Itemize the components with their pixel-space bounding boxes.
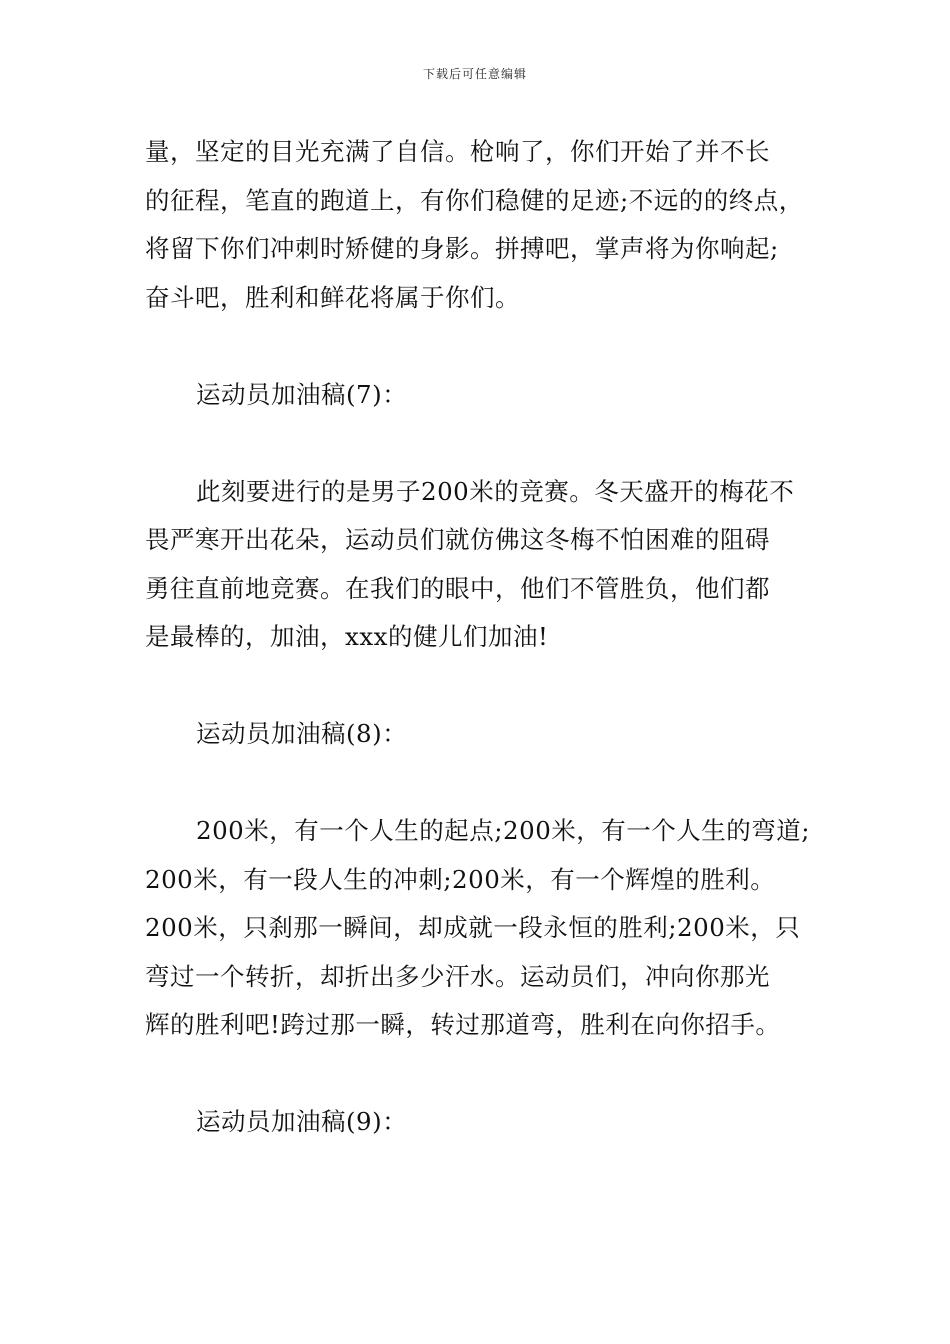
text-line: 畏严寒开出花朵，运动员们就仿佛这冬梅不怕困难的阻碍: [145, 525, 770, 554]
section-heading-8: [145, 710, 810, 759]
text-line: 200米，只刹那一瞬间，却成就一段永恒的胜利;200米，只: [145, 913, 801, 942]
text-line: 弯过一个转折，却折出多少汗水。运动员们，冲向你那光: [145, 961, 770, 991]
text-line: 奋斗吧，胜利和鲜花将属于你们。: [145, 282, 520, 312]
paragraph-gap: [145, 1050, 810, 1099]
text-line: 勇往直前地竞赛。在我们的眼中，他们不管胜负，他们都: [145, 573, 770, 603]
text-line: 辉的胜利吧!跨过那一瞬，转过那道弯，胜利在向你招手。: [145, 1010, 781, 1039]
document-body: [145, 128, 810, 1147]
paragraph-continued: [145, 128, 810, 322]
paragraph-8: [145, 807, 810, 1050]
text-line: 200米，有一段人生的冲刺;200米，有一个辉煌的胜利。: [145, 864, 776, 894]
text-line: 200米，有一个人生的起点;200米，有一个人生的弯道;: [196, 816, 811, 845]
paragraph-gap: [145, 759, 810, 808]
text-line: 将留下你们冲刺时矫健的身影。拼搏吧，掌声将为你响起;: [145, 234, 779, 263]
paragraph-7: [145, 468, 810, 662]
text-line: 此刻要进行的是男子200米的竞赛。冬天盛开的梅花不: [196, 476, 795, 506]
heading-text: 运动员加油稿(8)：: [196, 719, 408, 748]
text-line: 是最棒的，加油，xxx的健儿们加油!: [145, 622, 549, 651]
heading-text: 运动员加油稿(7)：: [196, 379, 408, 409]
paragraph-gap: [145, 662, 810, 711]
paragraph-gap: [145, 322, 810, 371]
text-line: 的征程，笔直的跑道上，有你们稳健的足迹;不远的的终点，: [145, 185, 804, 215]
paragraph-gap: [145, 419, 810, 468]
section-heading-9: [145, 1098, 810, 1147]
section-heading-7: [145, 371, 810, 420]
heading-text: 运动员加油稿(9)：: [196, 1107, 408, 1136]
text-line: 量，坚定的目光充满了自信。枪响了，你们开始了并不长: [145, 137, 770, 166]
page-header-note: 下载后可任意编辑: [422, 67, 527, 81]
